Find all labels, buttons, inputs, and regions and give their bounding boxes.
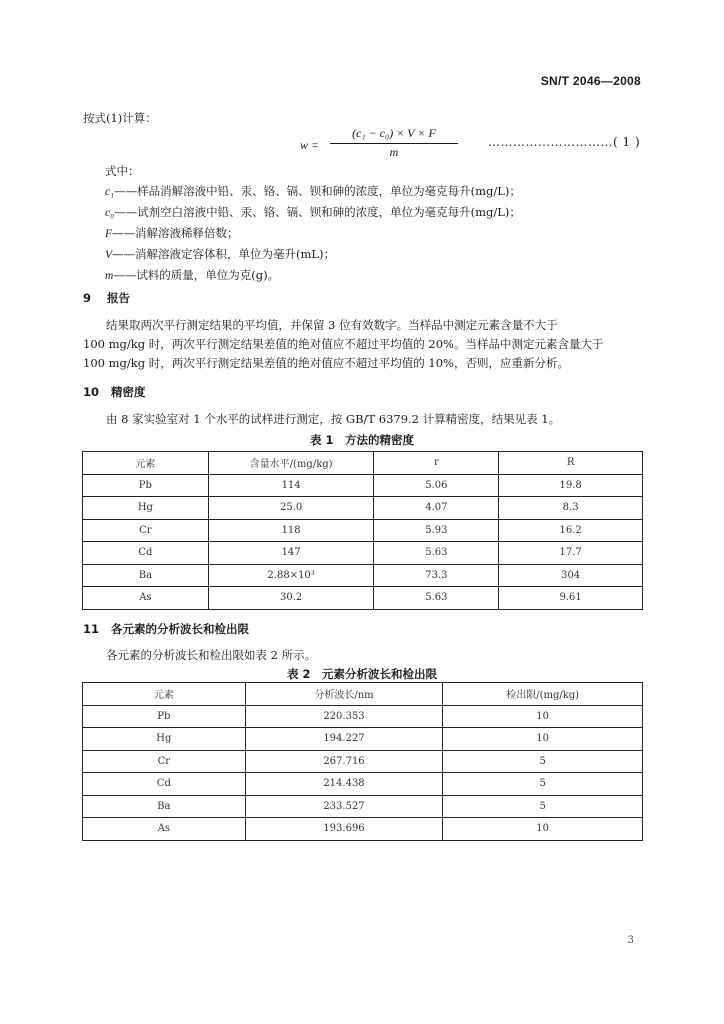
definition-symbol: c₁: [105, 186, 115, 198]
table-cell: Cr: [83, 519, 209, 542]
table-cell: 118: [208, 519, 374, 542]
table-cell: Cr: [83, 750, 246, 773]
intro-text: 按式(1)计算：: [83, 111, 157, 125]
table-cell: 5: [443, 773, 643, 796]
table-row: [83, 587, 643, 610]
table-row: [83, 564, 643, 587]
table-cell: 5: [443, 750, 643, 773]
definition-symbol: m: [105, 270, 114, 282]
wavelength-table: [82, 682, 643, 841]
section-11-heading: [83, 621, 249, 637]
column-header: 分析波长/nm: [245, 683, 443, 706]
table-row: [83, 773, 643, 796]
definition-item: [105, 267, 279, 283]
section-9-line: 100 mg/kg 时，两次平行测定结果差值的绝对值应不超过平均值的 10%，否则，应重新分析。: [83, 356, 569, 370]
table-cell: 10: [443, 728, 643, 751]
table-cell: 2.88×10³: [208, 564, 374, 587]
definition-item: [105, 225, 239, 241]
equation-number: …………………………( 1 ): [488, 135, 641, 149]
table-row: [83, 795, 643, 818]
section-9-line: 100 mg/kg 时，两次平行测定结果差值的绝对值应不超过平均值的 20%。当样品中测定元素含量大于: [83, 337, 604, 351]
definition-text: ——消解溶液稀释倍数；: [112, 226, 239, 240]
table-row: [83, 750, 643, 773]
table-cell: 5.63: [374, 542, 499, 565]
page-number: 3: [627, 935, 634, 946]
section-title: 各元素的分析波长和检出限: [111, 622, 250, 636]
table-cell: Cd: [83, 542, 209, 565]
table-cell: Hg: [83, 728, 246, 751]
formula-lhs: w =: [300, 138, 320, 152]
standard-code: SN/T 2046—2008: [540, 74, 641, 88]
table-cell: 10: [443, 818, 643, 841]
section-10-heading: [83, 384, 146, 400]
table-cell: Hg: [83, 497, 209, 520]
definition-symbol: c₀: [105, 207, 115, 219]
table-cell: 267.716: [245, 750, 443, 773]
table-cell: 8.3: [499, 497, 643, 520]
table-cell: 5.63: [374, 587, 499, 610]
table-row: [83, 474, 643, 497]
section-number: 10: [83, 385, 100, 399]
table-row: [83, 542, 643, 565]
table-row: [83, 519, 643, 542]
formula-numerator: (c₁ − c₀) × V × F: [352, 126, 436, 140]
table-cell: 5.93: [374, 519, 499, 542]
where-label: 式中：: [105, 164, 140, 178]
table-cell: 5.06: [374, 474, 499, 497]
definition-item: [105, 246, 335, 262]
table-row: [83, 497, 643, 520]
table-cell: 16.2: [499, 519, 643, 542]
table-row: [83, 818, 643, 841]
table-cell: 304: [499, 564, 643, 587]
table-cell: Ba: [83, 564, 209, 587]
column-header: 元素: [83, 683, 246, 706]
definition-text: ——试剂空白溶液中铅、汞、铬、镉、钡和砷的浓度，单位为毫克每升(mg/L)；: [114, 205, 521, 219]
definition-text: ——试料的质量，单位为克(g)。: [113, 268, 280, 282]
section-number: 9: [83, 291, 92, 305]
section-title: 报告: [107, 291, 131, 305]
definition-text: ——消解溶液定容体积，单位为毫升(mL)；: [112, 247, 336, 261]
table-row: [83, 728, 643, 751]
table-header-row: [83, 683, 643, 706]
section-9-line: 结果取两次平行测定结果的平均值，并保留 3 位有效数字。当样品中测定元素含量不大于: [106, 318, 558, 332]
table-cell: As: [83, 587, 209, 610]
definition-symbol: F: [105, 228, 113, 240]
table-cell: Pb: [83, 474, 209, 497]
table-cell: 25.0: [208, 497, 374, 520]
table-cell: 30.2: [208, 587, 374, 610]
table-cell: Pb: [83, 705, 246, 728]
precision-table: [82, 451, 643, 610]
table-cell: Cd: [83, 773, 246, 796]
formula-fraction: [330, 126, 458, 160]
formula-denominator: m: [389, 145, 399, 159]
column-header: r: [374, 452, 499, 475]
table-2-caption: 表 2 元素分析波长和检出限: [286, 667, 437, 681]
table-cell: 9.61: [499, 587, 643, 610]
column-header: 检出限/(mg/kg): [443, 683, 643, 706]
definition-item: [105, 183, 521, 199]
table-cell: 233.527: [245, 795, 443, 818]
table-cell: 4.07: [374, 497, 499, 520]
definition-item: [105, 204, 521, 220]
section-title: 精密度: [111, 385, 146, 399]
table-cell: 17.7: [499, 542, 643, 565]
section-number: 11: [83, 622, 100, 636]
column-header: R: [499, 452, 643, 475]
table-cell: 10: [443, 705, 643, 728]
section-11-text: 各元素的分析波长和检出限如表 2 所示。: [106, 648, 317, 662]
section-9-heading: [83, 290, 130, 306]
table-cell: Ba: [83, 795, 246, 818]
table-cell: 220.353: [245, 705, 443, 728]
table-cell: 73.3: [374, 564, 499, 587]
column-header: 含量水平/(mg/kg): [208, 452, 374, 475]
table-row: [83, 705, 643, 728]
table-cell: 194.227: [245, 728, 443, 751]
table-cell: 214.438: [245, 773, 443, 796]
table-1-caption: 表 1 方法的精密度: [309, 433, 414, 447]
section-10-text: 由 8 家实验室对 1 个水平的试样进行测定，按 GB/T 6379.2 计算精密度，结果见表 1。: [106, 412, 561, 426]
definition-symbol: V: [105, 249, 113, 261]
table-cell: 114: [208, 474, 374, 497]
table-cell: 5: [443, 795, 643, 818]
column-header: 元素: [83, 452, 209, 475]
table-header-row: [83, 452, 643, 475]
definition-text: ——样品消解溶液中铅、汞、铬、镉、钡和砷的浓度，单位为毫克每升(mg/L)；: [114, 184, 521, 198]
table-cell: 147: [208, 542, 374, 565]
table-cell: 19.8: [499, 474, 643, 497]
table-cell: As: [83, 818, 246, 841]
table-cell: 193.696: [245, 818, 443, 841]
